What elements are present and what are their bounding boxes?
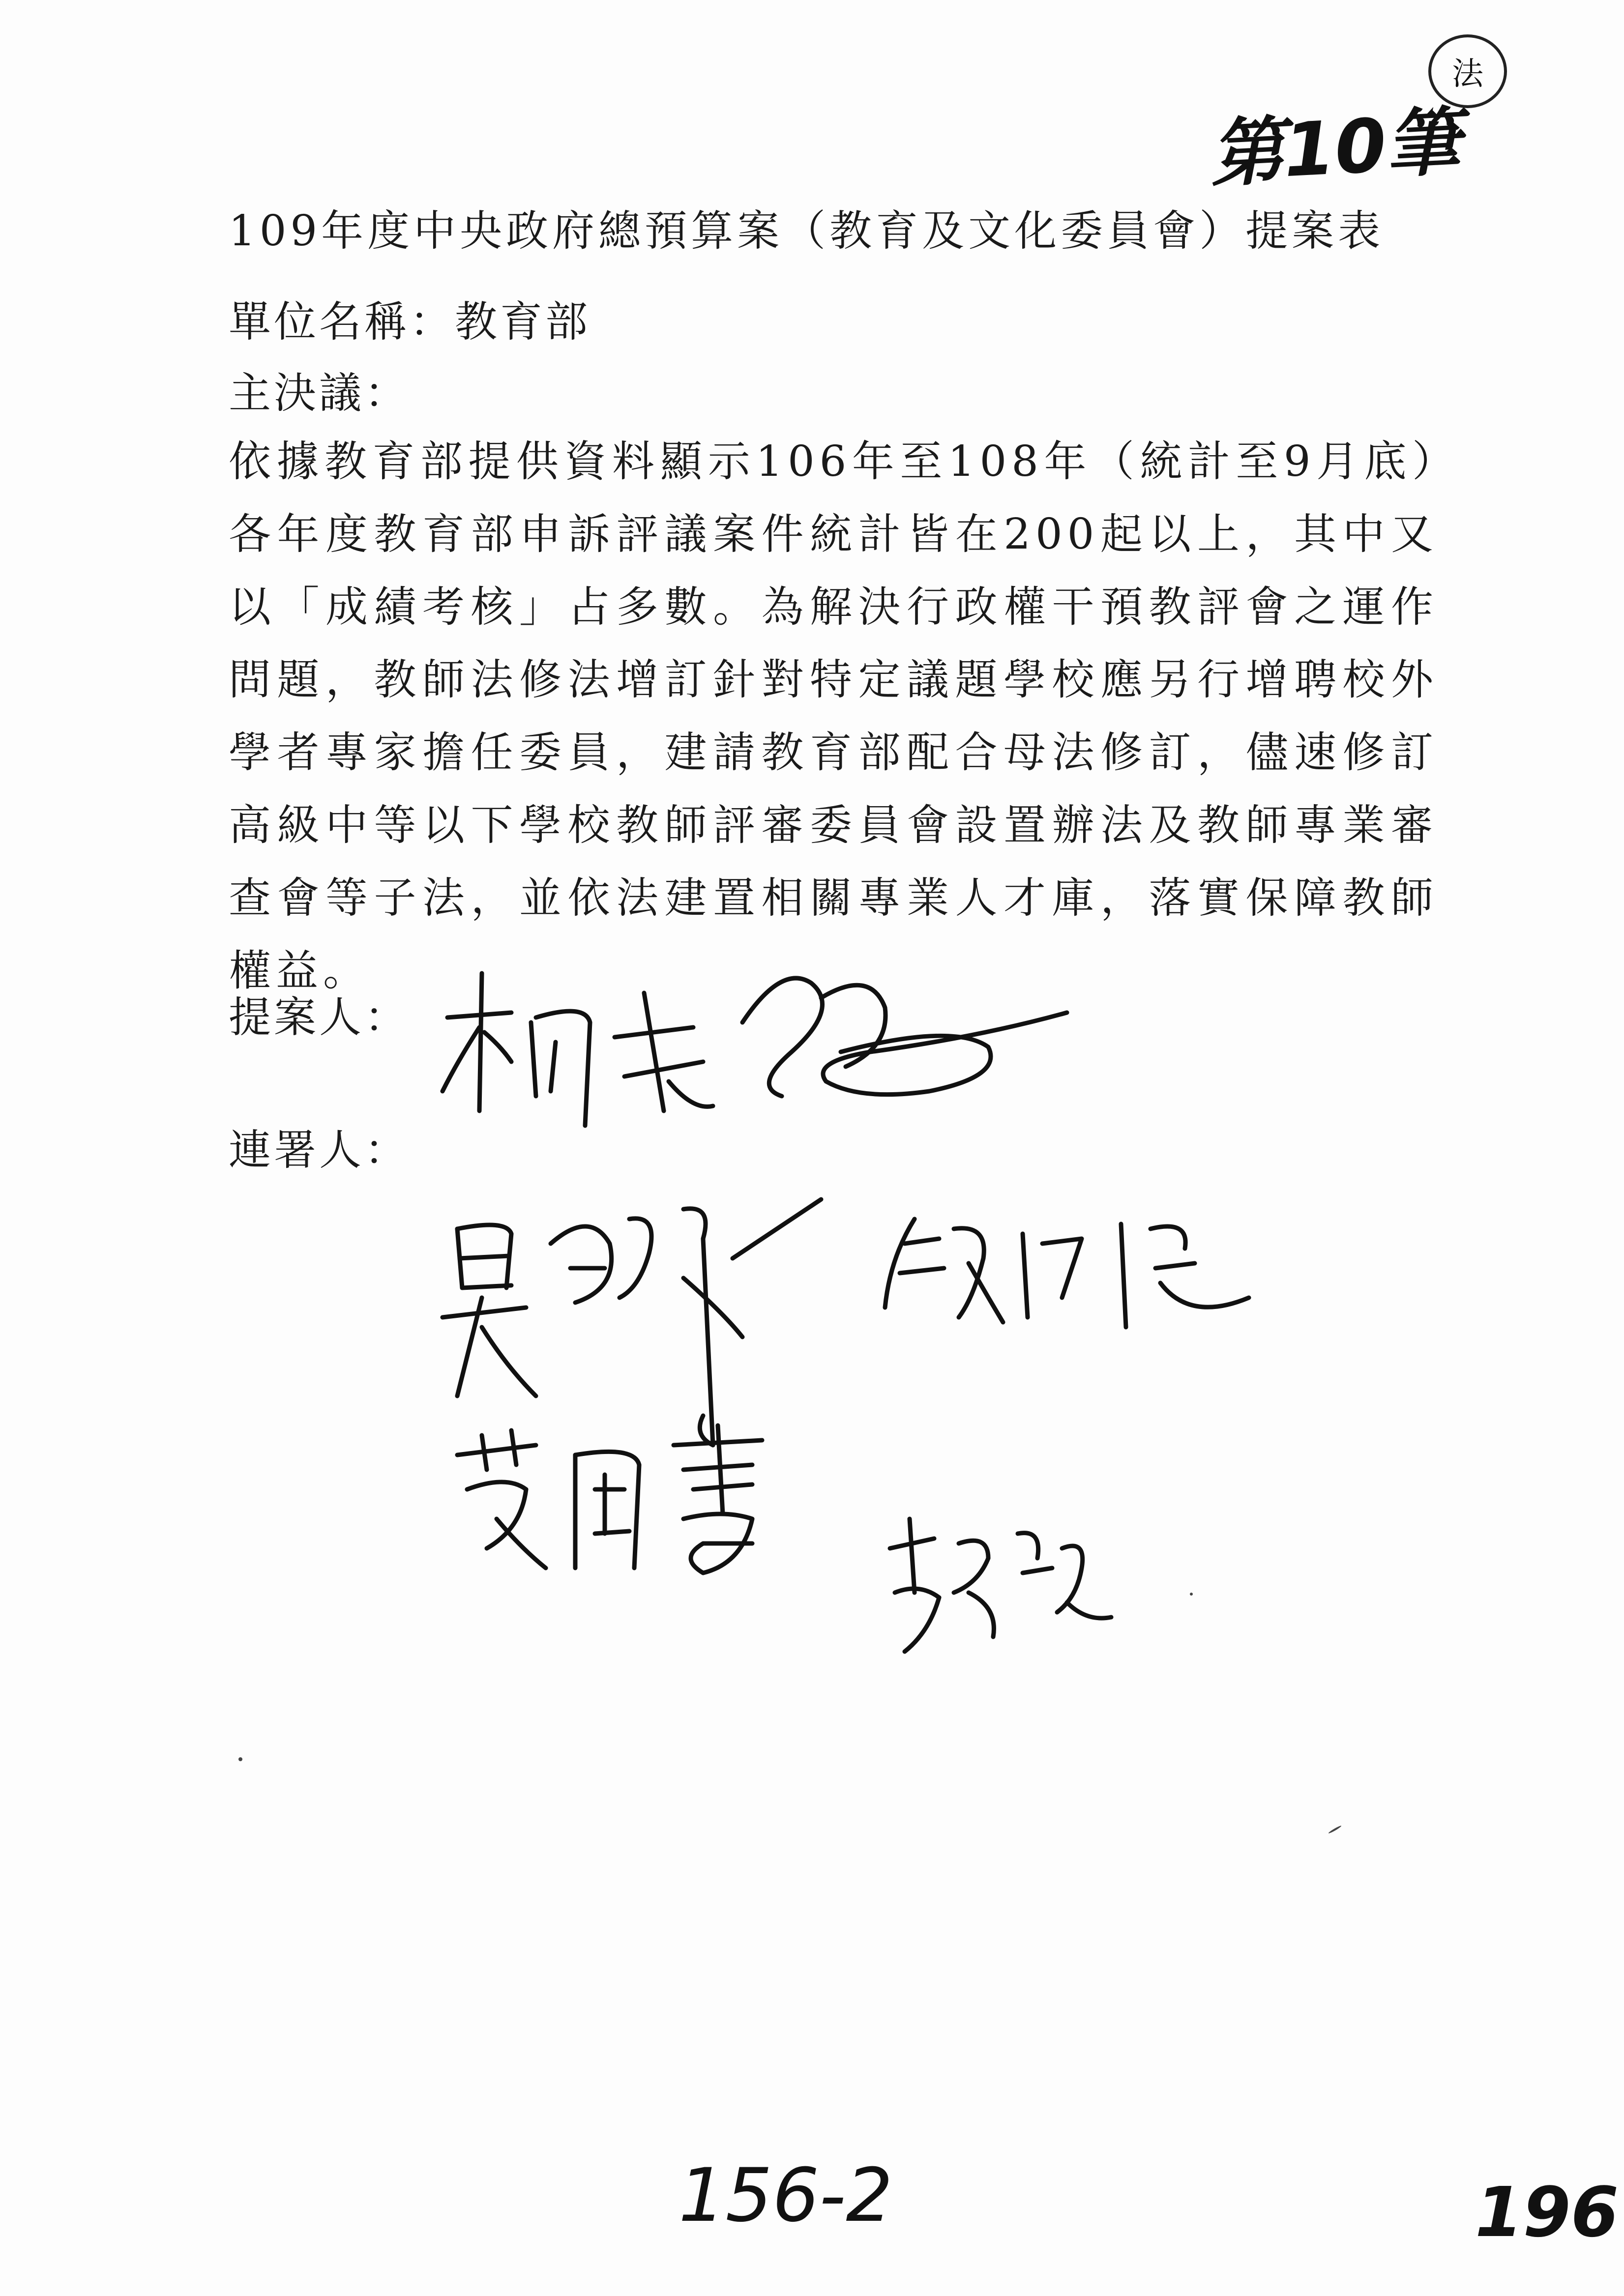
handwritten-circle-mark: 法 bbox=[1428, 34, 1507, 108]
unit-value: 教育部 bbox=[455, 297, 591, 347]
handwritten-page-ref: 156-2 bbox=[679, 2153, 893, 2238]
handwritten-item-number: 第10筆 bbox=[1208, 99, 1462, 198]
cosigner-signature-1 bbox=[428, 1190, 870, 1465]
resolution-body: 依據教育部提供資料顯示106年至108年（統計至9月底）各年度教育部申訴評議案件統計皆在200起以上，其中又以「成績考核」占多數。為解決行政權干預教評會之運作問題，教師法修法增訂針對特定議題學校應另行增聘校外學者專家擔任委員，建請教育部配合母法修訂，儘速修訂高級中等以下學校教師評審委員會設置辦法及教師專業審查會等子法，並依法建置相關專業人才庫，落實保障教師權益。 bbox=[229, 437, 1438, 995]
proposer-signature bbox=[438, 963, 1077, 1131]
unit-label: 單位名稱： bbox=[229, 297, 455, 347]
handwritten-page-number: 196 bbox=[1475, 2173, 1619, 2253]
scan-speck bbox=[1328, 1825, 1342, 1834]
cosigner-signature-2 bbox=[875, 1199, 1269, 1362]
main-resolution-label: 主決議： bbox=[229, 369, 410, 418]
proposer-label: 提案人： bbox=[229, 993, 410, 1042]
scan-speck bbox=[1190, 1593, 1193, 1596]
cosigner-signature-4 bbox=[880, 1504, 1126, 1666]
scan-speck bbox=[238, 1757, 242, 1761]
cosigner-signature-3 bbox=[447, 1425, 792, 1602]
unit-line bbox=[229, 288, 591, 349]
cosigner-label: 連署人： bbox=[229, 1126, 410, 1175]
document-title: 109年度中央政府總預算案（教育及文化委員會）提案表 bbox=[229, 206, 1385, 256]
